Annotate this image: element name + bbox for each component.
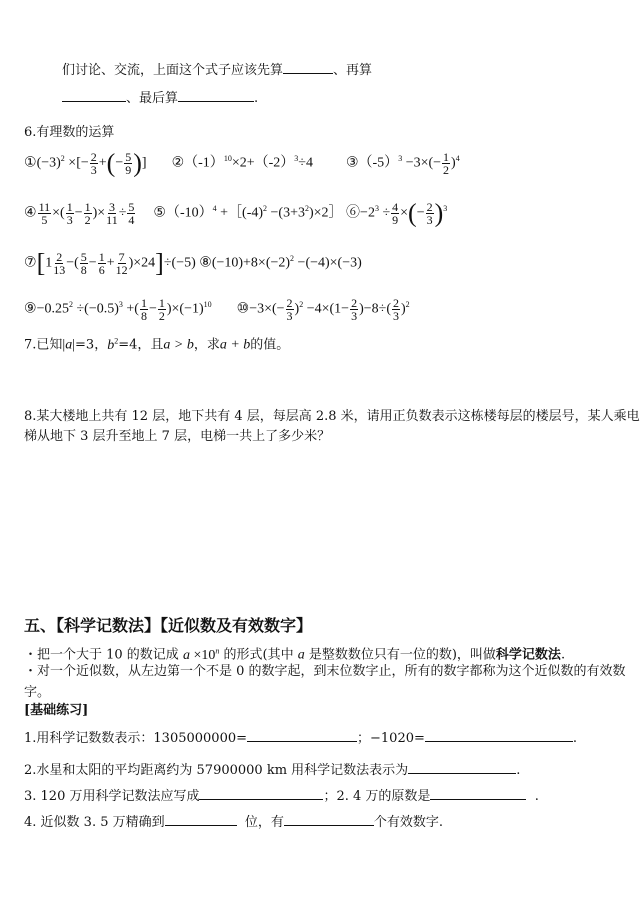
exercise-1 [24,728,577,748]
problem-label: ⑤ [153,205,166,221]
problem-label: ④ [24,205,37,221]
fraction: $\frac{5}{8}$ [80,249,87,277]
fraction: $\frac{4}{9}$ [392,199,399,227]
problem-label: ⑧ [199,255,212,271]
q7-text: 的值。 [250,337,290,353]
exercise-text: 个有效数字. [373,815,444,830]
intro-text: 、最后算 [126,91,179,106]
bullet-scientific-notation: ・把一个大于 10 的数记成 $a \times 10^n$ 的形式(其中 a 是整数数位只有一位的数)，叫做科学记数法. [24,646,566,663]
answer-blank[interactable] [430,786,526,800]
fraction: $\frac{2}{3}$ [426,199,433,227]
fraction: $\frac{5}{4}$ [128,199,135,227]
q7: 7.已知|a|=3，$b^2=4$，且a > b，求a + b的值。 [24,336,290,353]
fraction: $\frac{1}{2}$ [84,199,91,227]
problem-label: ⑥ [346,205,361,221]
exercise-text: 4. 近似数 3. 5 万精确到 [24,815,165,830]
section-title: 五、【科学记数法】【近似数及有效数字】 [24,616,313,635]
answer-blank[interactable] [284,812,374,826]
intro-line-1 [62,60,372,80]
problem-label: ⑨ [24,301,37,317]
bullet-significant-figures-1: ・对一个近似数，从左边第一个不是 0 的数字起，到末位数字止，所有的数字都称为这个近似数的有效数 [24,664,626,679]
fraction: $\frac{1}{3}$ [66,199,73,227]
problem-label: ⑦ [24,255,37,271]
answer-blank[interactable] [199,786,323,800]
fraction: $\frac{1}{2}$ [158,295,165,323]
q8-line-1: 8.某大楼地上共有 12 层，地下共有 4 层，每层高 2.8 米，请用正负数表示这栋楼每层的楼层号，某人乘电 [24,409,640,424]
q7-text: 7.已知 [24,337,63,353]
answer-blank[interactable] [408,760,516,774]
problem-label: ③ [345,155,359,171]
bullet-text: ・把一个大于 10 的数记成 [24,647,183,663]
answer-blank[interactable] [178,88,254,102]
answer-blank[interactable] [247,728,357,742]
q6-row-4: $⑨-0.25^2 \div(-0.5)^3$ +( $\frac{1}{8}$ − $\frac{1}{2}$ )$\times(-1)^{10}$ ⑩−3×(− $\frac{2}{3}$ )$^2$ −4×(1− $\frac{2}{3}$ )−8÷( $\frac{2}{3}$ )$^2$ [24,295,410,323]
q6-row-3: ⑦[1 $\frac{2}{13}$ −( $\frac{5}{8}$ − $\frac{1}{6}$ + $\frac{7}{12}$ )×24]÷(−5) $⑧(-10)+8\times(-2)^2 -(-4)\times(-3)$ [24,248,362,278]
bullet-text: 是整数数位只有一位的数)，叫做 [304,647,496,663]
fraction: $\frac{1}{6}$ [98,249,105,277]
fraction: $\frac{5}{9}$ [125,149,132,177]
exercise-4 [24,812,443,832]
exercise-text: . [534,789,539,804]
q6-row-2: ④ $\frac{11}{5}$ ×( $\frac{1}{3}$ − $\frac{1}{2}$ )× $\frac{3}{11}$ ÷ $\frac{5}{4}$ $⑤(-10)^4$ $+[(-4)^2$ $-(3+3^2)\times 2]$ $⑥-2^3$ ÷ $\frac{4}{9}$ ×(− $\frac{2}{3}$ )$^3$ [24,198,448,228]
exercise-3 [24,786,539,806]
intro-line-2 [62,88,258,108]
fraction: $\frac{2}{3}$ [90,149,97,177]
intro-text: . [254,91,259,106]
intro-text: 们讨论、交流，上面这个式子应该先算 [62,63,284,78]
q6-title: 6.有理数的运算 [24,125,115,140]
q6-row-1: $①(-3)^2$ ×[− $\frac{2}{3}$ +(− $\frac{5}{9}$ )] $②(-1)^{10}\times 2+(-2)^3\div 4$ $③(-5)^3 -3\times(-$ $\frac{1}{2}$ )$^4$ [24,148,460,178]
fraction: $\frac{11}{5}$ [38,199,51,227]
q7-text: ，求 [193,337,220,353]
bullet-text: 的形式(其中 [219,647,298,663]
problem-label: ② [171,155,185,171]
exercise-text: . [516,763,521,778]
bullet-text: . [560,647,566,663]
answer-blank[interactable] [62,88,126,102]
fraction: $\frac{1}{2}$ [443,149,450,177]
fraction: $\frac{2}{3}$ [351,295,358,323]
exercise-text: . [572,731,578,746]
q7-text: =3， [75,337,108,353]
fraction: $\frac{2}{13}$ [53,249,66,277]
problem-label: ⑩ [236,301,250,317]
exercise-text: 1.用科学记数数表示：1305000000= [24,731,248,746]
bullet-significant-figures-2: 字。 [24,685,51,700]
bullet-term: 科学记数法 [495,647,561,663]
fraction: $\frac{1}{8}$ [140,295,147,323]
problem-label: ① [24,155,37,171]
fraction: $\frac{2}{3}$ [286,295,293,323]
exercise-text: ；−1020= [357,731,425,746]
q8-line-2: 梯从地下 3 层升至地上 7 层，电梯一共上了多少米？ [24,429,331,444]
exercise-2 [24,760,520,780]
answer-blank[interactable] [283,60,333,74]
exercise-text: 3. 120 万用科学记数法应写成 [24,789,200,804]
q7-text: =4，且 [118,337,164,353]
answer-blank[interactable] [425,728,573,742]
fraction: $\frac{2}{3}$ [392,295,399,323]
exercise-text: 2.水星和太阳的平均距离约为 57900000 km 用科学记数法表示为 [24,763,409,778]
fraction: $\frac{7}{12}$ [115,249,128,277]
exercise-text: ；2. 4 万的原数是 [323,789,431,804]
fraction: $\frac{3}{11}$ [106,199,118,227]
answer-blank[interactable] [165,812,237,826]
intro-text: 、再算 [333,63,373,78]
exercise-text: 位，有 [244,815,284,830]
practice-label: [基础练习] [24,703,89,718]
